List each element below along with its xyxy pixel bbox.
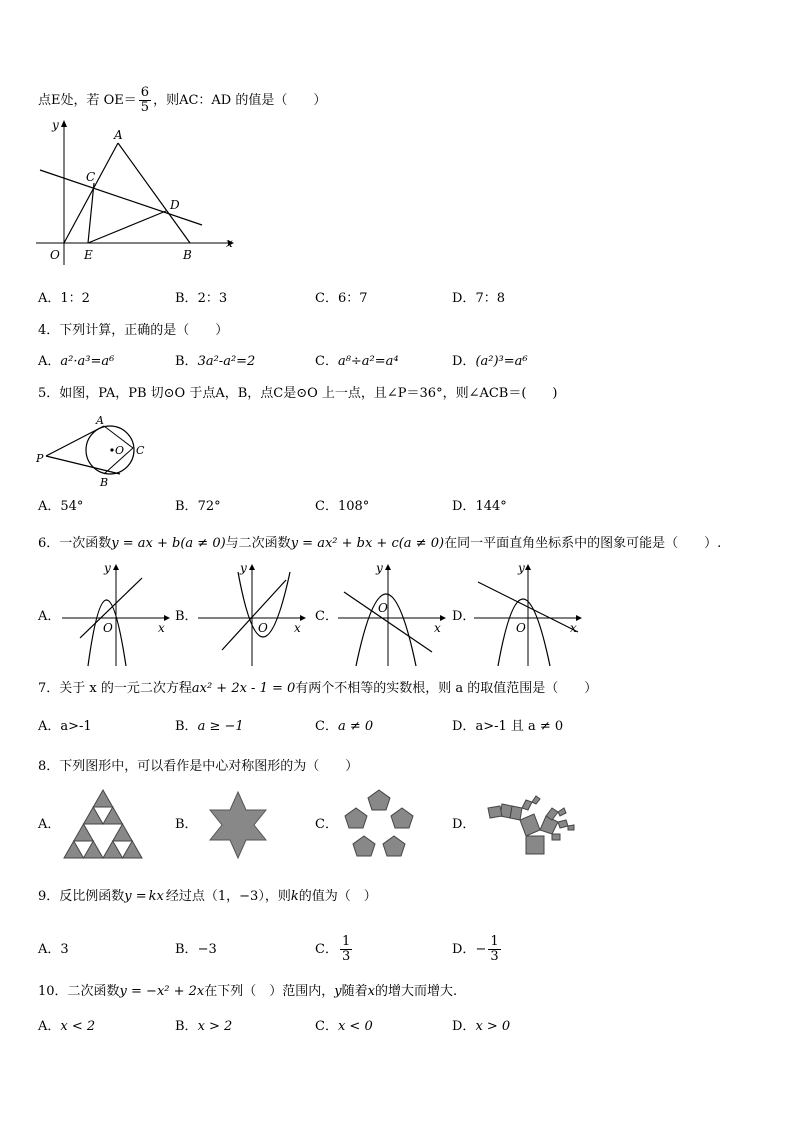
q4-stem: 4．下列计算，正确的是（ ） <box>38 323 229 338</box>
q3-frac-den: 5 <box>140 100 150 115</box>
q8-figure-pentagons[interactable] <box>342 788 416 860</box>
q3-fraction <box>139 86 151 115</box>
q6-formula-linear: y = ax + b(a ≠ 0) <box>111 536 226 551</box>
q6-graph-d[interactable] <box>472 562 584 668</box>
q3-option-b[interactable]: B．2：3 <box>175 291 228 306</box>
q9-option-b[interactable]: B．−3 <box>175 942 217 957</box>
q3-label-x: x <box>226 236 233 250</box>
q10-stem: 10．二次函数y = −x² + 2x在下列（ ）范围内，y随着x的增大而增大. <box>38 984 458 999</box>
q6-graph-a[interactable] <box>60 562 172 668</box>
q10-option-c[interactable]: C．x < 0 <box>315 1019 373 1034</box>
q3-label-D: D <box>170 198 180 212</box>
q3-label-A: A <box>114 128 123 142</box>
q5-label-B: B <box>100 476 109 488</box>
q3-label-y: y <box>52 118 59 132</box>
q6-option-a-letter[interactable]: A． <box>38 609 61 624</box>
q7-option-d[interactable]: D．a>-1 且 a ≠ 0 <box>452 719 564 734</box>
q5-label-C: C <box>136 444 145 457</box>
q7-option-a[interactable]: A．a>-1 <box>38 719 92 734</box>
q9-option-d[interactable]: D．− $\frac{1}{3}$ <box>452 934 499 964</box>
q9-option-c[interactable]: C． $\frac{1}{3}$ <box>315 934 351 964</box>
q10-option-b[interactable]: B．x > 2 <box>175 1019 233 1034</box>
q3-stem <box>38 86 326 115</box>
q3-label-B: B <box>183 248 192 262</box>
svg-text:y: y <box>376 562 383 575</box>
q10-option-a[interactable]: A．x < 2 <box>38 1019 96 1034</box>
q5-label-A: A <box>96 414 104 427</box>
q4-option-a[interactable]: A．a²·a³=a⁶ <box>38 354 115 369</box>
q9-stem: 9．反比例函数y = kx 经过点（1，−3），则k的值为（ ） <box>38 888 377 904</box>
q5-stem: 5．如图，PA，PB 切⊙O 于点A，B，点C是⊙O 上一点，且∠P＝36°，则∠ACB＝( ) <box>38 386 558 401</box>
svg-text:O: O <box>258 621 268 635</box>
svg-text:x: x <box>158 621 165 635</box>
q4-option-b[interactable]: B．3a²-a²=2 <box>175 354 256 369</box>
q3-figure <box>30 115 250 275</box>
svg-text:y: y <box>518 562 525 575</box>
q4-option-c[interactable]: C．a⁸÷a²=a⁴ <box>315 354 399 369</box>
q4-option-d[interactable]: D．(a²)³=a⁶ <box>452 354 528 369</box>
q7-option-b[interactable]: B．a ≥ −1 <box>175 719 244 734</box>
q3-text-after: ，则AC：AD 的值是（ ） <box>153 93 327 108</box>
q3-label-E: E <box>84 248 93 262</box>
q8-stem: 8．下列图形中，可以看作是中心对称图形的为（ ） <box>38 759 359 774</box>
q6-graph-c[interactable] <box>336 562 448 668</box>
q7-formula: ax² + 2x - 1 = 0 <box>191 681 296 696</box>
svg-text:O: O <box>378 601 388 615</box>
q7-option-c[interactable]: C．a ≠ 0 <box>315 719 374 734</box>
svg-text:O: O <box>103 621 113 635</box>
q10-formula: y = −x² + 2x <box>119 984 205 999</box>
q7-stem: 7．关于 x 的一元二次方程ax² + 2x - 1 = 0有两个不相等的实数根，则 a 的取值范围是（ ） <box>38 681 598 696</box>
q8-option-b-letter[interactable]: B． <box>175 817 198 832</box>
q5-option-a[interactable]: A．54° <box>38 499 84 514</box>
q5-option-b[interactable]: B．72° <box>175 499 221 514</box>
q5-label-O: O <box>115 444 125 457</box>
q5-label-P: P <box>36 452 44 465</box>
q3-text-before: 点E处，若 OE＝ <box>38 93 137 108</box>
q3-label-O: O <box>50 248 60 262</box>
svg-text:x: x <box>294 621 301 635</box>
svg-text:y: y <box>240 562 247 575</box>
q3-option-d[interactable]: D．7：8 <box>452 291 505 306</box>
q8-figure-hexagram[interactable] <box>204 790 272 860</box>
q5-figure <box>34 412 154 488</box>
q8-option-d-letter[interactable]: D． <box>452 817 476 832</box>
q8-option-a-letter[interactable]: A． <box>38 817 61 832</box>
q9-option-a[interactable]: A．3 <box>38 942 69 957</box>
q6-option-b-letter[interactable]: B． <box>175 609 198 624</box>
q8-figure-sierpinski[interactable] <box>62 788 144 860</box>
q6-option-d-letter[interactable]: D． <box>452 609 476 624</box>
q6-formula-quadratic: y = ax² + bx + c(a ≠ 0) <box>290 536 445 551</box>
q8-option-c-letter[interactable]: C． <box>315 817 338 832</box>
svg-text:y: y <box>104 562 111 575</box>
q3-option-c[interactable]: C．6：7 <box>315 291 368 306</box>
q3-label-C: C <box>86 170 96 184</box>
svg-text:x: x <box>570 621 577 635</box>
q6-graph-b[interactable] <box>196 562 308 668</box>
q8-figure-pythagoras-tree[interactable] <box>480 794 580 856</box>
q5-option-d[interactable]: D．144° <box>452 499 507 514</box>
q5-option-c[interactable]: C．108° <box>315 499 370 514</box>
q6-stem: 6．一次函数y = ax + b(a ≠ 0)与二次函数y = ax² + bx + c(a ≠ 0)在同一平面直角坐标系中的图象可能是（ ）. <box>38 536 722 551</box>
q3-frac-num: 6 <box>140 85 150 100</box>
svg-text:x: x <box>434 621 441 635</box>
q3-option-a[interactable]: A．1：2 <box>38 291 90 306</box>
q6-option-c-letter[interactable]: C． <box>315 609 338 624</box>
q9-fraction: kx <box>148 888 164 904</box>
q10-option-d[interactable]: D．x > 0 <box>452 1019 511 1034</box>
svg-text:O: O <box>516 621 526 635</box>
